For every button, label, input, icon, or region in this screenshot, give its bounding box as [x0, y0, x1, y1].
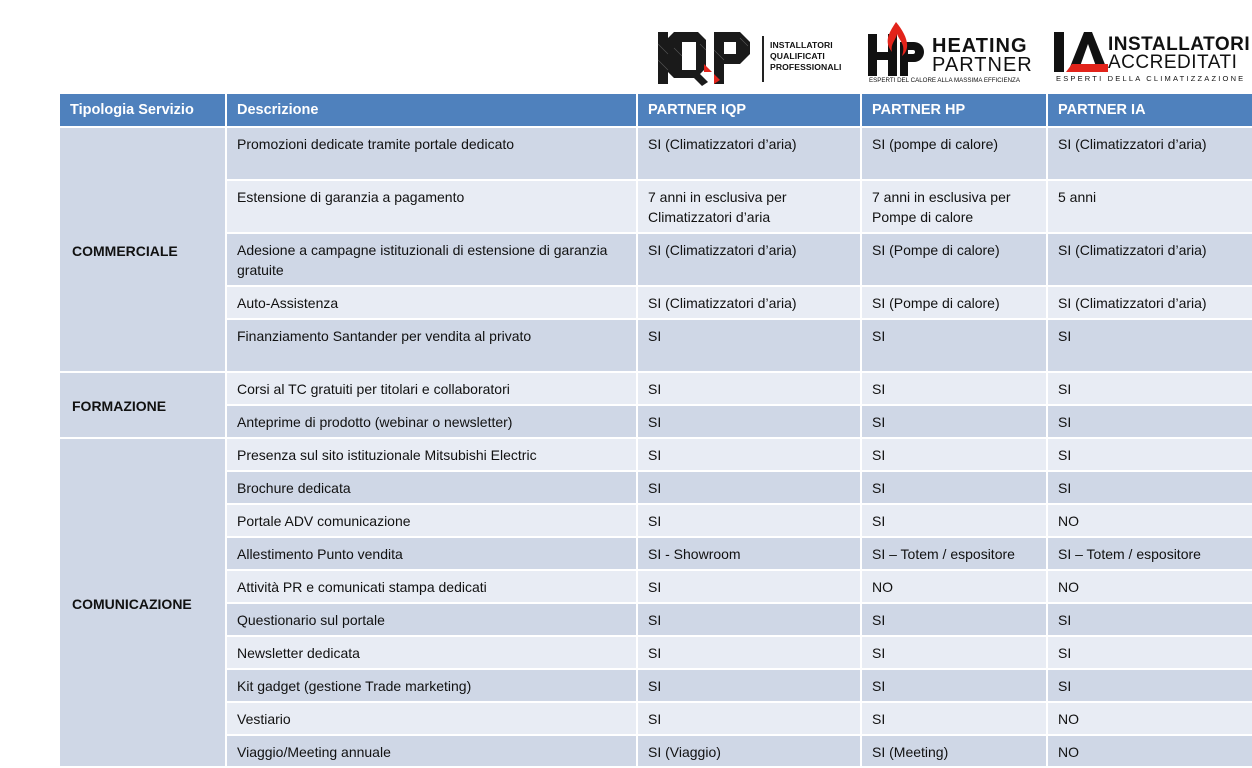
header-tipologia: Tipologia Servizio [59, 93, 226, 127]
iqp-line-2: QUALIFICATI [770, 51, 825, 61]
table-row [59, 471, 1252, 504]
table-row [59, 504, 1252, 537]
cell-descrizione: Estensione di garanzia a pagamento [226, 180, 637, 233]
cell-descrizione: Adesione a campagne istituzionali di estensione di garanzia gratuite [226, 233, 637, 286]
table-header-row [59, 93, 1252, 127]
table-row [59, 286, 1252, 319]
cell-ia: SI [1047, 372, 1252, 405]
cell-iqp: SI [637, 603, 861, 636]
cell-iqp: SI - Showroom [637, 537, 861, 570]
cell-hp: SI [861, 438, 1047, 471]
hp-tagline: ESPERTI DEL CALORE ALLA MASSIMA EFFICIENZA [869, 77, 1020, 84]
iqp-divider [762, 36, 764, 82]
iqp-monogram-icon [656, 30, 754, 86]
cell-ia: SI (Climatizzatori d’aria) [1047, 233, 1252, 286]
cell-ia: SI [1047, 319, 1252, 372]
cell-ia: NO [1047, 570, 1252, 603]
cell-hp: SI [861, 471, 1047, 504]
ia-monogram-icon [1052, 28, 1110, 76]
services-table [58, 92, 1252, 768]
cell-iqp: SI [637, 405, 861, 438]
cell-descrizione: Viaggio/Meeting annuale [226, 735, 637, 767]
cell-ia: SI [1047, 471, 1252, 504]
cell-iqp: SI [637, 636, 861, 669]
table-row [59, 372, 1252, 405]
table-row [59, 127, 1252, 180]
cell-iqp: SI [637, 471, 861, 504]
table-row [59, 233, 1252, 286]
table-row [59, 319, 1252, 372]
cell-hp: NO [861, 570, 1047, 603]
table-row [59, 537, 1252, 570]
cell-hp: SI [861, 372, 1047, 405]
ia-tagline: ESPERTI DELLA CLIMATIZZAZIONE [1056, 74, 1246, 83]
iqp-logo [656, 18, 856, 86]
cell-descrizione: Anteprime di prodotto (webinar o newsletter) [226, 405, 637, 438]
cell-hp: 7 anni in esclusiva per Pompe di calore [861, 180, 1047, 233]
cell-descrizione: Corsi al TC gratuiti per titolari e collaboratori [226, 372, 637, 405]
cell-descrizione: Vestiario [226, 702, 637, 735]
cell-ia: SI [1047, 636, 1252, 669]
cell-descrizione: Newsletter dedicata [226, 636, 637, 669]
cell-ia: SI – Totem / espositore [1047, 537, 1252, 570]
cell-ia: NO [1047, 735, 1252, 767]
cell-hp: SI [861, 405, 1047, 438]
cell-hp: SI [861, 603, 1047, 636]
cell-iqp: 7 anni in esclusiva per Climatizzatori d’aria [637, 180, 861, 233]
cell-descrizione: Promozioni dedicate tramite portale dedicato [226, 127, 637, 180]
cell-descrizione: Auto-Assistenza [226, 286, 637, 319]
cell-ia: SI (Climatizzatori d’aria) [1047, 127, 1252, 180]
table-row [59, 438, 1252, 471]
category-formazione: FORMAZIONE [59, 372, 226, 438]
cell-iqp: SI (Climatizzatori d’aria) [637, 233, 861, 286]
cell-iqp: SI [637, 702, 861, 735]
cell-descrizione: Portale ADV comunicazione [226, 504, 637, 537]
cell-descrizione: Questionario sul portale [226, 603, 637, 636]
hp-word-heating: HEATING [932, 35, 1028, 57]
cell-hp: SI [861, 504, 1047, 537]
cell-ia: SI [1047, 669, 1252, 702]
cell-hp: SI [861, 636, 1047, 669]
table-row [59, 570, 1252, 603]
iqp-line-3: PROFESSIONALI [770, 62, 842, 72]
category-comunicazione: COMUNICAZIONE [59, 438, 226, 767]
cell-ia: NO [1047, 504, 1252, 537]
table-row [59, 603, 1252, 636]
cell-iqp: SI [637, 669, 861, 702]
cell-hp: SI (Meeting) [861, 735, 1047, 767]
cell-iqp: SI (Viaggio) [637, 735, 861, 767]
hp-logo [866, 18, 1042, 86]
cell-hp: SI [861, 319, 1047, 372]
cell-descrizione: Brochure dedicata [226, 471, 637, 504]
cell-descrizione: Allestimento Punto vendita [226, 537, 637, 570]
cell-iqp: SI (Climatizzatori d’aria) [637, 286, 861, 319]
cell-iqp: SI [637, 319, 861, 372]
cell-ia: 5 anni [1047, 180, 1252, 233]
cell-ia: SI [1047, 438, 1252, 471]
cell-descrizione: Attività PR e comunicati stampa dedicati [226, 570, 637, 603]
cell-hp: SI [861, 702, 1047, 735]
table-row [59, 180, 1252, 233]
cell-iqp: SI [637, 438, 861, 471]
cell-descrizione: Finanziamento Santander per vendita al privato [226, 319, 637, 372]
hp-word-partner: PARTNER [932, 54, 1033, 76]
cell-hp: SI (Pompe di calore) [861, 286, 1047, 319]
table-row [59, 669, 1252, 702]
header-partner-iqp: PARTNER IQP [637, 93, 861, 127]
cell-descrizione: Presenza sul sito istituzionale Mitsubishi Electric [226, 438, 637, 471]
cell-descrizione: Kit gadget (gestione Trade marketing) [226, 669, 637, 702]
cell-ia: SI (Climatizzatori d’aria) [1047, 286, 1252, 319]
partner-logos [0, 0, 1252, 90]
category-commerciale: COMMERCIALE [59, 127, 226, 372]
cell-iqp: SI [637, 504, 861, 537]
iqp-wordmark [770, 40, 842, 73]
header-descrizione: Descrizione [226, 93, 637, 127]
cell-hp: SI – Totem / espositore [861, 537, 1047, 570]
cell-iqp: SI [637, 570, 861, 603]
ia-word-installatori: INSTALLATORI [1108, 34, 1251, 55]
table-row [59, 405, 1252, 438]
cell-iqp: SI [637, 372, 861, 405]
cell-hp: SI (Pompe di calore) [861, 233, 1047, 286]
ia-logo [1052, 18, 1251, 86]
table-row [59, 636, 1252, 669]
header-partner-hp: PARTNER HP [861, 93, 1047, 127]
cell-ia: SI [1047, 405, 1252, 438]
cell-ia: NO [1047, 702, 1252, 735]
cell-ia: SI [1047, 603, 1252, 636]
hp-flame-monogram-icon [866, 20, 928, 82]
cell-hp: SI (pompe di calore) [861, 127, 1047, 180]
header-partner-ia: PARTNER IA [1047, 93, 1252, 127]
cell-hp: SI [861, 669, 1047, 702]
iqp-line-1: INSTALLATORI [770, 40, 833, 50]
table-row [59, 735, 1252, 767]
table-row [59, 702, 1252, 735]
cell-iqp: SI (Climatizzatori d’aria) [637, 127, 861, 180]
ia-word-accreditati: ACCREDITATI [1108, 52, 1238, 73]
